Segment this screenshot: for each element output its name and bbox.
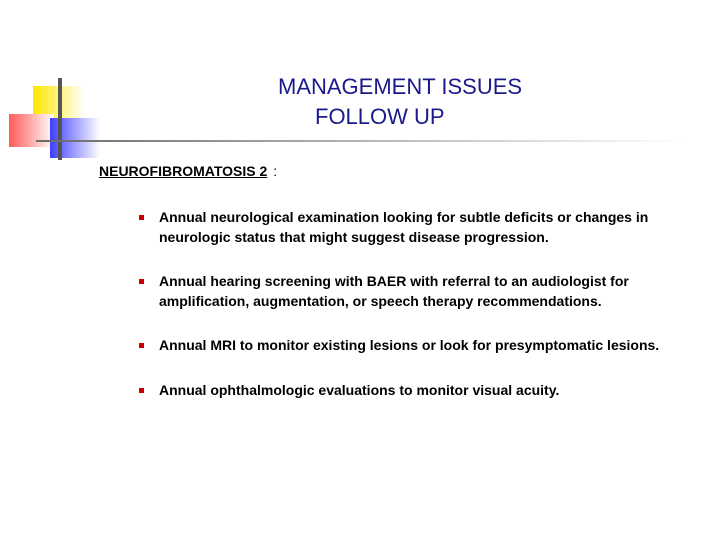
square-bullet-icon	[139, 343, 144, 348]
square-bullet-icon	[139, 279, 144, 284]
bullet-text: Annual hearing screening with BAER with referral to an audiologist for amplification, augmentation, or speech therapy recommendations.	[159, 273, 629, 309]
square-bullet-icon	[139, 215, 144, 220]
square-bullet-icon	[139, 388, 144, 393]
bullet-item	[137, 381, 707, 401]
section-heading	[99, 162, 277, 180]
decor-vertical-bar	[58, 78, 62, 160]
bullet-list	[137, 208, 707, 400]
bullet-text: Annual ophthalmologic evaluations to monitor visual acuity.	[159, 381, 560, 398]
section-heading-colon: :	[273, 163, 278, 179]
decor-horizontal-rule	[36, 140, 686, 142]
bullet-item	[137, 272, 707, 311]
decor-blue-square	[50, 118, 100, 158]
bullet-item	[137, 336, 707, 356]
decor-red-square	[9, 114, 54, 147]
bullet-text: Annual neurological examination looking for subtle deficits or changes in neurologic status that might suggest disease progression.	[159, 209, 649, 245]
bullet-text: Annual MRI to monitor existing lesions or look for presymptomatic lesions.	[159, 337, 660, 353]
slide-title-line-2: FOLLOW UP	[315, 104, 445, 129]
section-heading-label: NEUROFIBROMATOSIS 2	[99, 163, 268, 179]
slide-title-line-1: MANAGEMENT ISSUES	[278, 74, 523, 99]
bullet-item	[137, 208, 707, 247]
